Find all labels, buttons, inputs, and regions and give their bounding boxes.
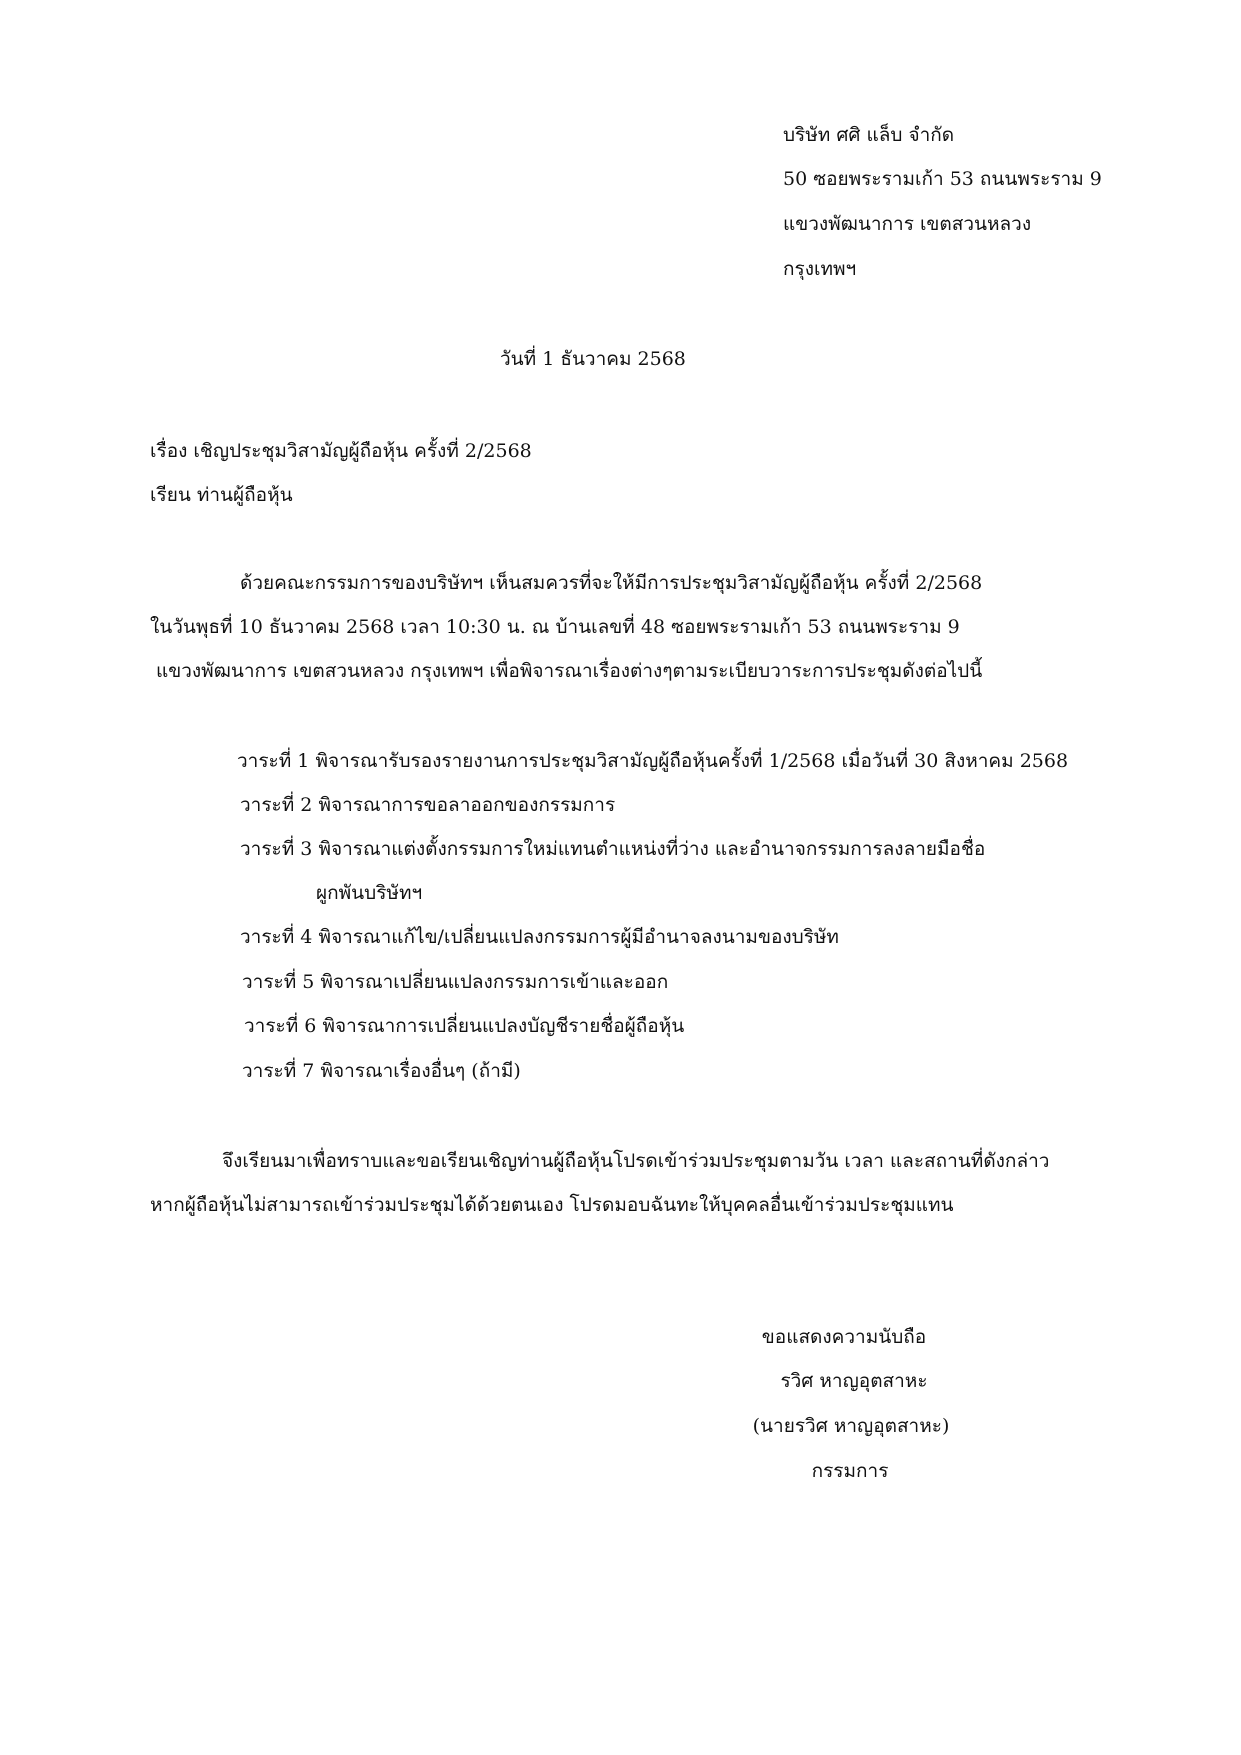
intro-line-1: ด้วยคณะกรรมการของบริษัทฯ เห็นสมควรที่จะให้มีการประชุมวิสามัญผู้ถือหุ้น ครั้งที่ 2/2568 — [240, 572, 983, 594]
signature-title: กรรมการ — [811, 1460, 889, 1482]
letter-date: วันที่ 1 ธันวาคม 2568 — [500, 348, 686, 370]
agenda-item-7: วาระที่ 7 พิจารณาเรื่องอื่นๆ (ถ้ามี) — [242, 1060, 521, 1082]
intro-line-3: แขวงพัฒนาการ เขตสวนหลวง กรุงเทพฯ เพื่อพิจารณาเรื่องต่างๆตามระเบียบวาระการประชุมดังต่อไปนี้ — [156, 660, 983, 682]
signature-name: รวิศ หาญอุตสาหะ — [780, 1370, 928, 1392]
agenda-item-4: วาระที่ 4 พิจารณาแก้ไข/เปลี่ยนแปลงกรรมการผู้มีอำนาจลงนามของบริษัท — [240, 926, 839, 948]
address-line-3: กรุงเทพฯ — [783, 258, 857, 280]
closing-line-1: จึงเรียนมาเพื่อทราบและขอเรียนเชิญท่านผู้ถือหุ้นโปรดเข้าร่วมประชุมตามวัน เวลา และสถานที่ดังกล่าว — [222, 1150, 1050, 1172]
address-line-2: แขวงพัฒนาการ เขตสวนหลวง — [783, 213, 1032, 235]
address-line-1: 50 ซอยพระรามเก้า 53 ถนนพระราม 9 — [783, 168, 1102, 190]
company-name: บริษัท ศศิ แล็บ จำกัด — [783, 124, 955, 146]
letter-subject: เรื่อง เชิญประชุมวิสามัญผู้ถือหุ้น ครั้งที่ 2/2568 — [150, 440, 532, 462]
closing-line-2: หากผู้ถือหุ้นไม่สามารถเข้าร่วมประชุมได้ด้วยตนเอง โปรดมอบฉันทะให้บุคคลอื่นเข้าร่วมประชุมแทน — [150, 1194, 954, 1216]
intro-line-2: ในวันพุธที่ 10 ธันวาคม 2568 เวลา 10:30 น. ณ บ้านเลขที่ 48 ซอยพระรามเก้า 53 ถนนพระราม 9 — [150, 616, 960, 638]
agenda-item-3-continuation: ผูกพันบริษัทฯ — [316, 882, 423, 904]
signature-full-name: (นายรวิศ หาญอุตสาหะ) — [752, 1415, 950, 1437]
agenda-item-3: วาระที่ 3 พิจารณาแต่งตั้งกรรมการใหม่แทนตำแหน่งที่ว่าง และอำนาจกรรมการลงลายมือชื่อ — [240, 838, 986, 860]
letter-recipient: เรียน ท่านผู้ถือหุ้น — [150, 484, 293, 506]
agenda-item-2: วาระที่ 2 พิจารณาการขอลาออกของกรรมการ — [240, 794, 616, 816]
agenda-item-6: วาระที่ 6 พิจารณาการเปลี่ยนแปลงบัญชีรายชื่อผู้ถือหุ้น — [244, 1015, 685, 1037]
agenda-item-1: วาระที่ 1 พิจารณารับรองรายงานการประชุมวิสามัญผู้ถือหุ้นครั้งที่ 1/2568 เมื่อวันที่ 30 สิงหาคม 2568 — [237, 750, 1069, 772]
agenda-item-5: วาระที่ 5 พิจารณาเปลี่ยนแปลงกรรมการเข้าและออก — [242, 971, 669, 993]
signature-greeting: ขอแสดงความนับถือ — [761, 1326, 927, 1348]
